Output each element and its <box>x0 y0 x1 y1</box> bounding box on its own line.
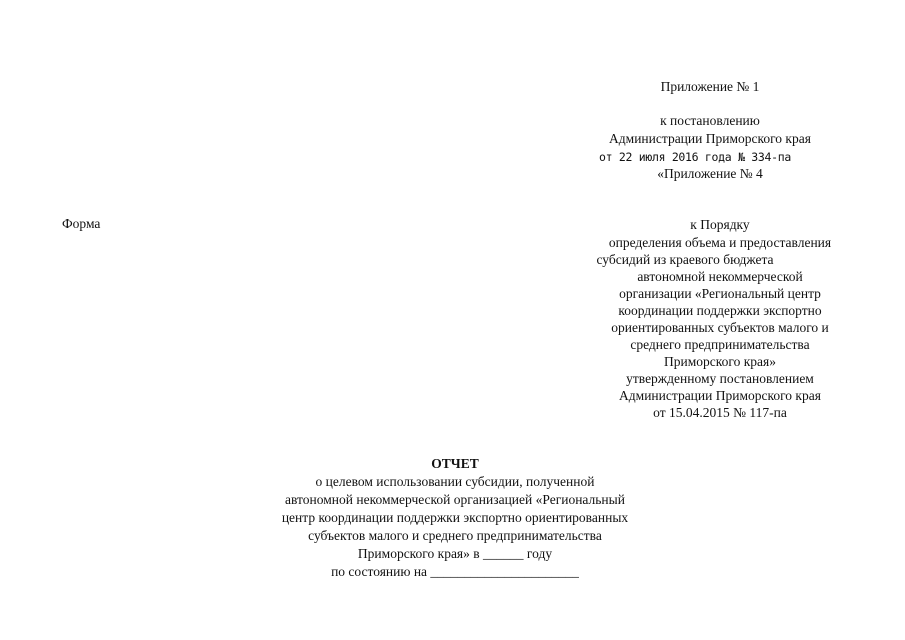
appendix-four: «Приложение № 4 <box>657 166 763 181</box>
order-line: субсидий из краевого бюджета <box>596 252 774 267</box>
appendix-title: Приложение № 1 <box>660 79 760 94</box>
report-line: центр координации поддержки экспортно ориентированных <box>281 510 629 525</box>
form-label: Форма <box>62 216 101 231</box>
order-line: организации «Региональный центр <box>619 286 821 301</box>
report-title: ОТЧЕТ <box>431 456 479 471</box>
order-line: определения объема и предоставления <box>608 235 832 250</box>
order-line: утвержденному постановлением <box>626 371 814 386</box>
report-line: автономной некоммерческой организацией «Региональный <box>285 492 625 507</box>
report-line: о целевом использовании субсидии, полученной <box>315 474 595 489</box>
appendix-date-number: от 22 июля 2016 года № 334-па <box>598 150 792 164</box>
order-line: к Порядку <box>690 217 750 232</box>
order-line: координации поддержки экспортно <box>618 303 822 318</box>
order-line: автономной некоммерческой <box>637 269 803 284</box>
report-line: Приморского края» в ______ году <box>357 546 553 561</box>
order-line: Администрации Приморского края <box>619 388 821 403</box>
order-line: ориентированных субъектов малого и <box>611 320 829 335</box>
order-line: от 15.04.2015 № 117-па <box>653 405 787 420</box>
report-line: по состоянию на ______________________ <box>331 564 579 579</box>
appendix-to-resolution: к постановлению <box>660 113 760 128</box>
order-line: Приморского края» <box>664 354 776 369</box>
appendix-administration: Администрации Приморского края <box>609 131 811 146</box>
order-line: среднего предпринимательства <box>630 337 810 352</box>
report-line: субъектов малого и среднего предпринимательства <box>308 528 602 543</box>
